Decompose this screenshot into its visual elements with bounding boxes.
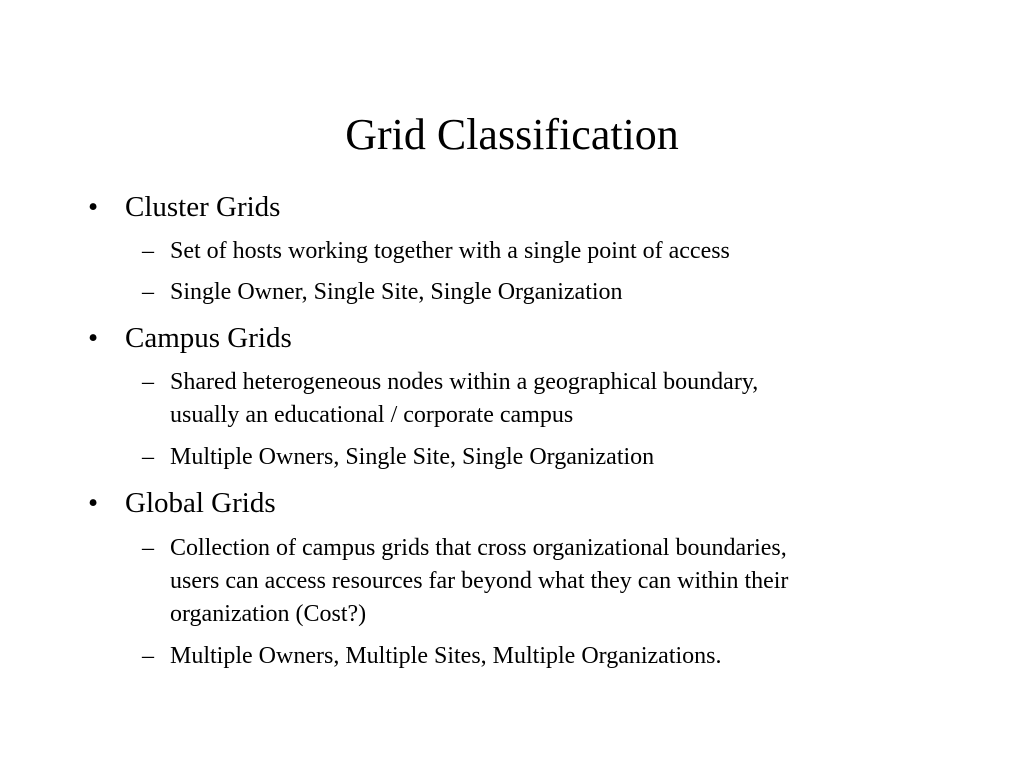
- subitem-global-2: [142, 640, 722, 673]
- subitem-line: Shared heterogeneous nodes within a geographical boundary,: [170, 369, 759, 395]
- subitem-line: usually an educational / corporate campus: [170, 402, 574, 428]
- bullet-label: Global Grids: [125, 487, 276, 519]
- subitem-global-1-cont2: [170, 598, 366, 631]
- subitem-line: Set of hosts working together with a single point of access: [170, 238, 730, 264]
- subitem-global-1: [142, 532, 787, 565]
- subitem-campus-2: [142, 441, 655, 474]
- sub-marker: –: [142, 643, 154, 669]
- sub-marker: –: [142, 238, 154, 264]
- sub-marker: –: [142, 279, 154, 305]
- subitem-line: Single Owner, Single Site, Single Organization: [170, 279, 623, 305]
- bullet-marker: •: [88, 487, 99, 519]
- subitem-campus-1-cont: [170, 399, 573, 432]
- sub-marker: –: [142, 369, 154, 395]
- subitem-line: users can access resources far beyond what they can within their: [170, 568, 789, 594]
- bullet-marker: •: [88, 322, 99, 354]
- bullet-marker: •: [88, 191, 99, 223]
- bullet-campus-grids: [88, 321, 292, 355]
- bullet-label: Campus Grids: [125, 322, 292, 354]
- bullet-cluster-grids: [88, 190, 281, 224]
- bullet-label: Cluster Grids: [125, 191, 281, 223]
- sub-marker: –: [142, 535, 154, 561]
- subitem-global-1-cont: [170, 565, 788, 598]
- bullet-global-grids: [88, 486, 276, 520]
- subitem-line: Multiple Owners, Multiple Sites, Multiple Organizations.: [170, 643, 722, 669]
- subitem-line: Multiple Owners, Single Site, Single Organization: [170, 444, 655, 470]
- subitem-campus-1: [142, 366, 759, 399]
- subitem-cluster-1: [142, 235, 730, 268]
- sub-marker: –: [142, 444, 154, 470]
- subitem-cluster-2: [142, 276, 623, 309]
- subitem-line: organization (Cost?): [170, 601, 367, 627]
- slide-title: Grid Classification: [345, 110, 679, 159]
- subitem-line: Collection of campus grids that cross organizational boundaries,: [170, 535, 787, 561]
